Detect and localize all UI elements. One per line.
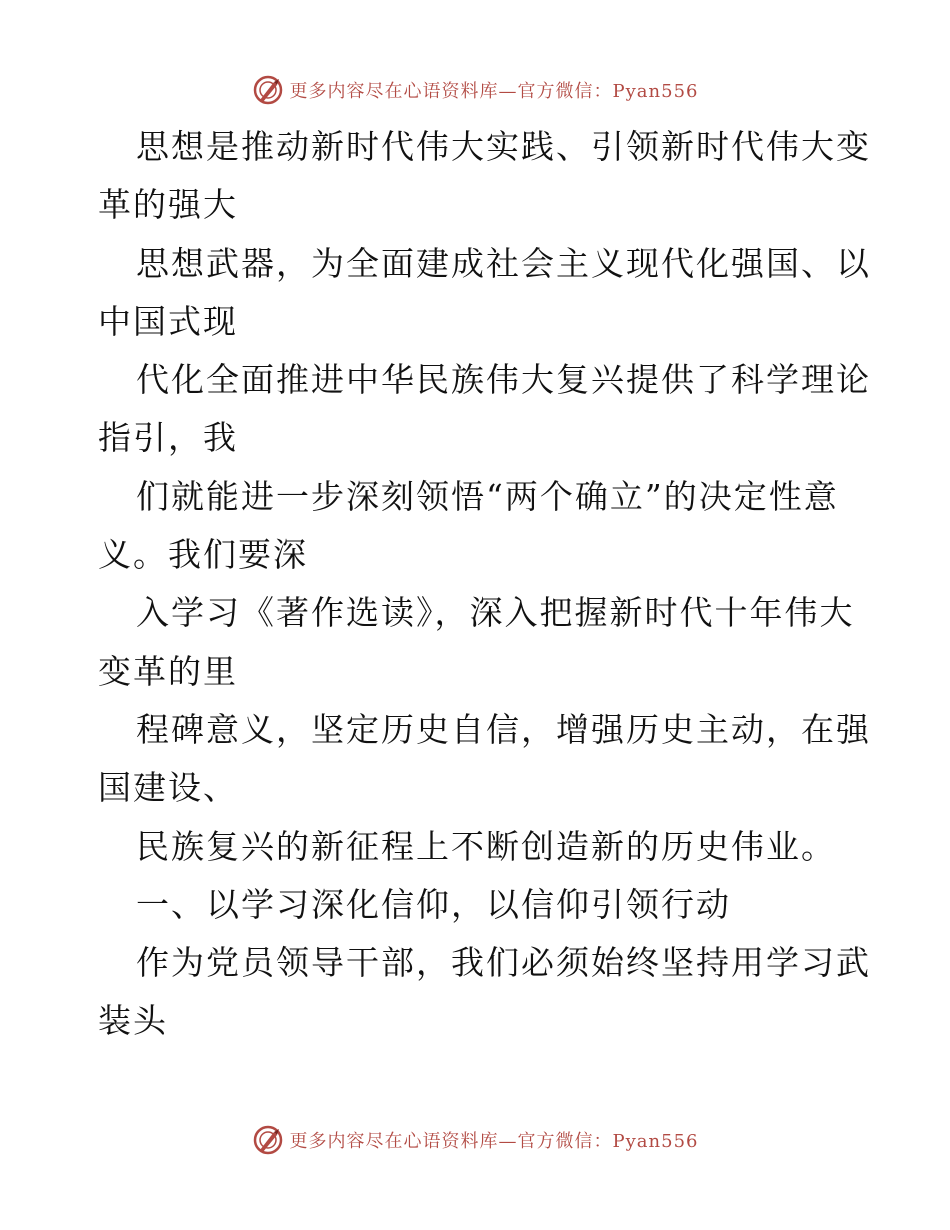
text-line: 中国式现 [98, 301, 238, 341]
footer-banner-text: 更多内容尽在心语资料库—官方微信：Pyan556 [289, 1131, 699, 1152]
text-line: 革的强大 [98, 185, 238, 225]
footer-banner [0, 1120, 950, 1160]
pen-logo-icon [252, 74, 284, 106]
text-line: 们就能进一步深刻领悟“两个确立”的决定性意 [136, 476, 839, 516]
text-line: 一、以学习深化信仰，以信仰引领行动 [136, 884, 731, 924]
text-line: 入学习《著作选读》，深入把握新时代十年伟大 [136, 593, 855, 633]
text-line: 装头 [98, 1001, 168, 1041]
text-line: 义。我们要深 [98, 535, 308, 575]
text-line: 思想武器，为全面建成社会主义现代化强国、以 [136, 243, 871, 283]
text-line: 民族复兴的新征程上不断创造新的历史伟业。 [136, 826, 836, 866]
text-line: 代化全面推进中华民族伟大复兴提供了科学理论 [136, 360, 871, 400]
header-banner-text: 更多内容尽在心语资料库—官方微信：Pyan556 [289, 81, 699, 102]
text-line: 国建设、 [98, 768, 238, 808]
header-banner [0, 70, 950, 110]
text-line: 作为党员领导干部，我们必须始终坚持用学习武 [136, 943, 871, 983]
pen-logo-icon [252, 1124, 284, 1156]
body-text [98, 118, 871, 1051]
text-line: 指引，我 [98, 418, 238, 458]
text-line: 思想是推动新时代伟大实践、引领新时代伟大变 [136, 127, 871, 166]
text-line: 变革的里 [98, 651, 238, 691]
text-line: 程碑意义，坚定历史自信，增强历史主动，在强 [136, 709, 871, 749]
